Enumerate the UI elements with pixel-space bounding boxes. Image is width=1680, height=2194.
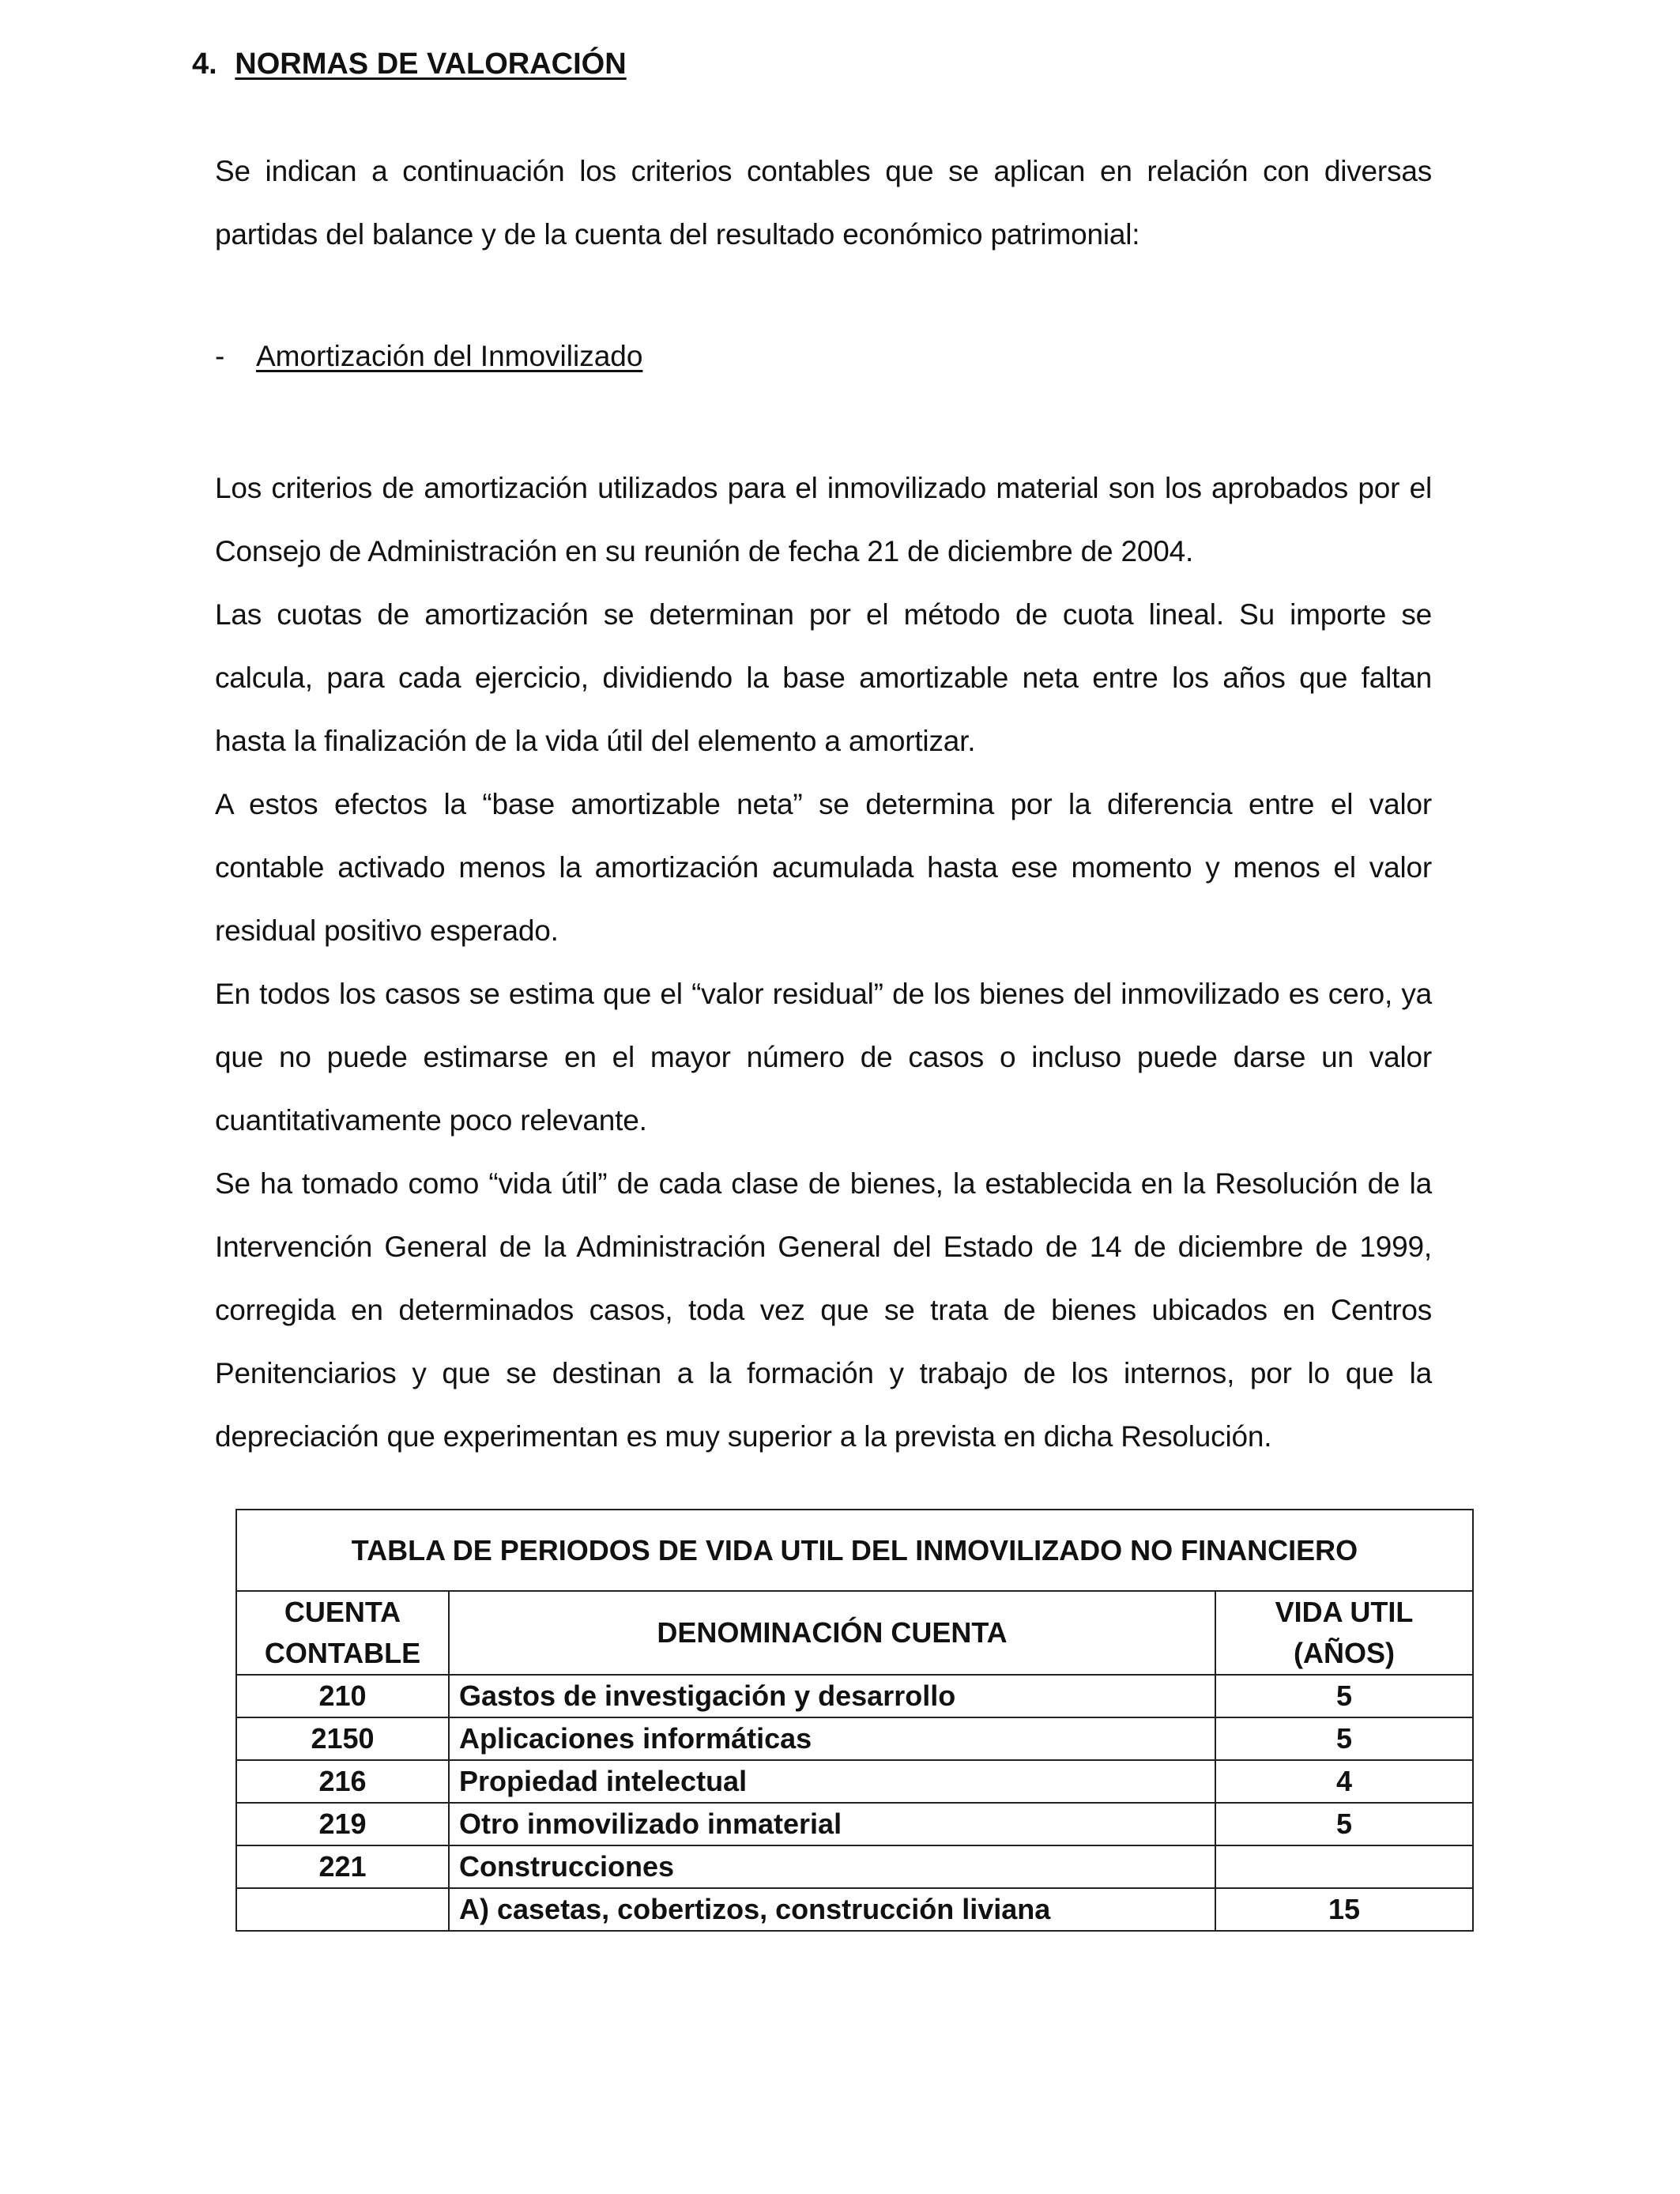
paragraph-criteria: Los criterios de amortización utilizados para el inmovilizado material son los aprobados por el Consejo de Administración en su reunión de fecha 21 de diciembre de 2004. xyxy=(215,472,1432,567)
cell-name: Construcciones xyxy=(449,1845,1215,1888)
table-title-row xyxy=(236,1510,1473,1591)
cell-years: 5 xyxy=(1215,1717,1473,1760)
table-row xyxy=(236,1675,1473,1717)
intro-paragraph: Se indican a continuación los criterios contables que se aplican en relación con diversas partidas del balance y de la cuenta del resultado económico patrimonial: xyxy=(215,155,1432,251)
header-years xyxy=(1215,1591,1473,1675)
paragraph-cuotas: Las cuotas de amortización se determinan por el método de cuota lineal. Su importe se calcula, para cada ejercicio, dividiendo la base amortizable neta entre los años que faltan hasta la finalización de la vida útil del elemento a amortizar. xyxy=(215,598,1432,757)
cell-years xyxy=(1215,1845,1473,1888)
cell-code: 219 xyxy=(236,1803,449,1845)
paragraph-vida-util: Se ha tomado como “vida útil” de cada clase de bienes, la establecida en la Resolución de la Intervención General de la Administración General del Estado de 14 de diciembre de 1999, corregida en determinados casos, toda vez que se trata de bienes ubicados en Centros Penitenciarios y que se destinan a la formación y trabajo de los internos, por lo que la depreciación que experimentan es muy superior a la prevista en dicha Resolución. xyxy=(215,1167,1432,1453)
cell-code xyxy=(236,1888,449,1931)
header-account-line2: CONTABLE xyxy=(264,1637,421,1669)
header-years-line1: VIDA UTIL xyxy=(1275,1596,1414,1628)
cell-years: 5 xyxy=(1215,1675,1473,1717)
cell-name: A) casetas, cobertizos, construcción liviana xyxy=(449,1888,1215,1931)
cell-code: 216 xyxy=(236,1760,449,1803)
cell-years: 15 xyxy=(1215,1888,1473,1931)
paragraph-valor-residual: En todos los casos se estima que el “valor residual” de los bienes del inmovilizado es cero, ya que no puede estimarse en el mayor número de casos o incluso puede darse un valor cuantitativamente poco relevante. xyxy=(215,978,1432,1137)
cell-code: 210 xyxy=(236,1675,449,1717)
cell-name: Aplicaciones informáticas xyxy=(449,1717,1215,1760)
paragraph-base-amortizable: A estos efectos la “base amortizable neta” se determina por la diferencia entre el valor contable activado menos la amortización acumulada hasta ese momento y menos el valor residual positivo esperado. xyxy=(215,788,1432,947)
table-row xyxy=(236,1760,1473,1803)
cell-name: Gastos de investigación y desarrollo xyxy=(449,1675,1215,1717)
subsection-heading xyxy=(215,338,642,375)
cell-code: 221 xyxy=(236,1845,449,1888)
header-years-line2: (AÑOS) xyxy=(1294,1637,1395,1669)
header-name: DENOMINACIÓN CUENTA xyxy=(449,1591,1215,1675)
section-title: NORMAS DE VALORACIÓN xyxy=(235,47,627,81)
header-account xyxy=(236,1591,449,1675)
table-row xyxy=(236,1803,1473,1845)
table-row xyxy=(236,1845,1473,1888)
table-title: TABLA DE PERIODOS DE VIDA UTIL DEL INMOVILIZADO NO FINANCIERO xyxy=(236,1510,1473,1591)
cell-years: 5 xyxy=(1215,1803,1473,1845)
subsection-title: Amortización del Inmovilizado xyxy=(256,340,643,372)
section-heading xyxy=(192,46,627,82)
vida-util-table xyxy=(235,1509,1474,1932)
subsection-bullet: - xyxy=(215,340,225,372)
cell-name: Otro inmovilizado inmaterial xyxy=(449,1803,1215,1845)
cell-name: Propiedad intelectual xyxy=(449,1760,1215,1803)
table-row xyxy=(236,1717,1473,1760)
section-number: 4. xyxy=(192,47,217,81)
table-row xyxy=(236,1888,1473,1931)
cell-code: 2150 xyxy=(236,1717,449,1760)
cell-years: 4 xyxy=(1215,1760,1473,1803)
header-account-line1: CUENTA xyxy=(284,1596,401,1628)
table-header-row xyxy=(236,1591,1473,1675)
